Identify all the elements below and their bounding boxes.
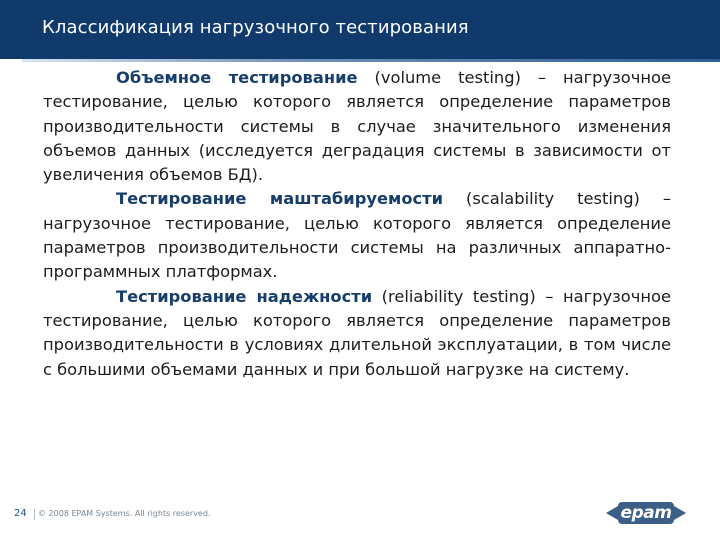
term-volume-testing: Объемное тестирование — [116, 68, 358, 87]
term-scalability-testing: Тестирование маштабируемости — [116, 189, 444, 209]
header-divider — [22, 59, 720, 62]
definition-scalability-testing: (scalability testing) – нагрузочное тестирование, целью которого является определение параметров производительности системы на различных аппаратно-программных платформах. — [43, 189, 671, 282]
logo-wordmark: epam — [618, 502, 674, 524]
logo-right-arrow-icon — [674, 506, 686, 520]
page-number: 24 — [14, 508, 27, 519]
epam-logo — [604, 502, 688, 524]
slide-footer — [0, 503, 720, 526]
slide-header — [0, 0, 720, 59]
term-reliability-testing: Тестирование надежности — [116, 286, 373, 306]
paragraph-scalability-testing — [43, 187, 671, 284]
definition-volume-testing: (volume testing) – нагрузочное тестирование, целью которого является определение параметров производительности системы в случае значительного изменения объемов данных (исследуется деградация системы в зависимости от увеличения объемов БД). — [43, 68, 671, 185]
logo-left-arrow-icon — [606, 506, 618, 520]
slide-body — [43, 66, 671, 382]
definition-reliability-testing: (reliability testing) – нагрузочное тестирование, целью которого является определение параметров производительности в условиях длительной эксплуатации, в том числе с большими объемами данных и при большой нагрузке на систему. — [43, 286, 672, 379]
copyright-notice: © 2008 EPAM Systems. All rights reserved. — [38, 509, 211, 518]
paragraph-volume-testing — [43, 66, 671, 187]
slide-title: Классификация нагрузочного тестирования — [42, 17, 469, 38]
footer-divider — [34, 509, 35, 520]
paragraph-reliability-testing — [43, 285, 671, 382]
